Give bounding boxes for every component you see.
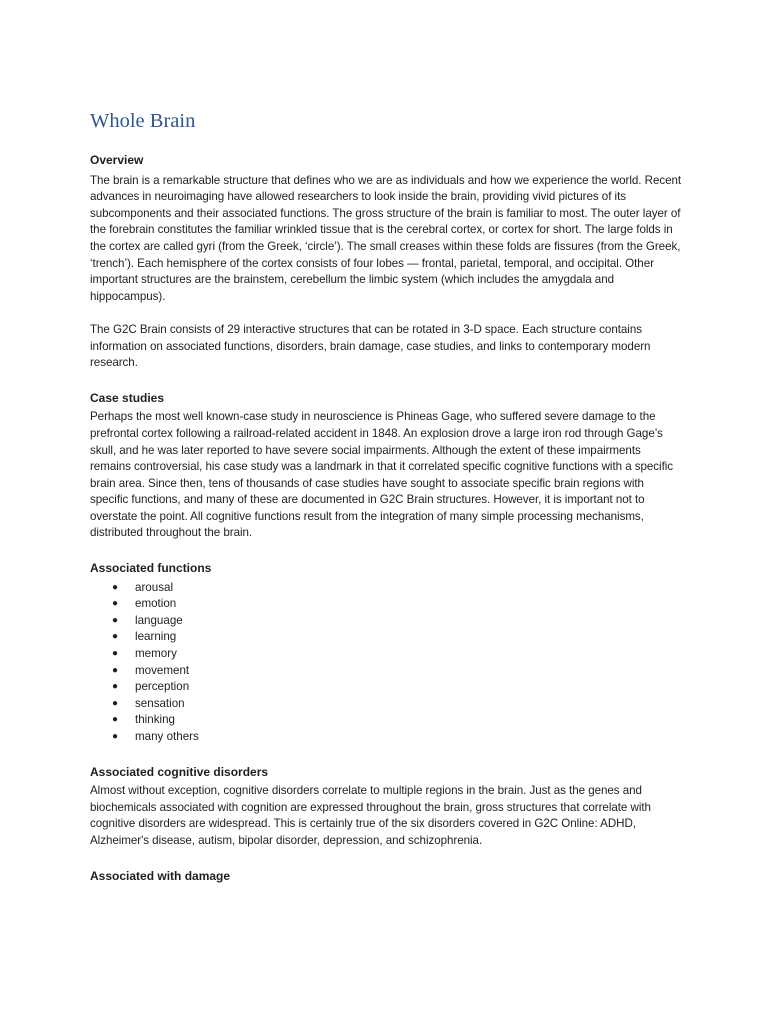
list-item bbox=[90, 580, 682, 597]
bullet-icon: ● bbox=[112, 714, 119, 726]
bullet-icon: ● bbox=[112, 581, 119, 593]
list-item-label: many others bbox=[135, 730, 199, 743]
bullet-icon: ● bbox=[112, 731, 119, 742]
list-item bbox=[90, 712, 682, 729]
list-item bbox=[90, 596, 682, 613]
list-item bbox=[90, 613, 682, 630]
bullet-icon: ● bbox=[112, 648, 119, 660]
list-item bbox=[90, 646, 682, 663]
list-item-label: emotion bbox=[135, 597, 177, 611]
document-title: Whole Brain bbox=[90, 110, 196, 132]
bullet-icon: ● bbox=[112, 664, 119, 676]
bullet-icon: ● bbox=[112, 681, 119, 693]
overview-heading: Overview bbox=[90, 153, 144, 167]
case-studies-heading: Case studies bbox=[90, 390, 165, 405]
bullet-icon: ● bbox=[112, 598, 119, 610]
list-item-label: memory bbox=[135, 647, 177, 661]
list-item-label: thinking bbox=[135, 713, 175, 727]
list-item-label: language bbox=[135, 613, 183, 627]
list-item-label: arousal bbox=[135, 580, 174, 594]
bullet-icon: ● bbox=[112, 631, 119, 643]
list-item-label: movement bbox=[135, 663, 190, 677]
associated-functions-list bbox=[90, 580, 682, 746]
list-item-label: sensation bbox=[135, 696, 185, 710]
associated-functions-heading: Associated functions bbox=[90, 561, 212, 576]
list-item-label: learning bbox=[135, 630, 177, 644]
list-item-label: perception bbox=[135, 680, 190, 694]
bullet-icon: ● bbox=[112, 614, 119, 626]
list-item bbox=[90, 663, 682, 680]
damage-heading: Associated with damage bbox=[90, 868, 231, 883]
overview-paragraph-2: The G2C Brain consists of 29 interactive structures that can be rotated in 3-D space. Each structure contains information on associated functions, disorders, brain damage, case studies, and links to contemporary modern research. bbox=[90, 322, 651, 370]
cognitive-disorders-paragraph: Almost without exception, cognitive disorders correlate to multiple regions in the brain. Just as the genes and biochemicals associated with cognition are expressed throughout the brain, gross structures that correlate with cognitive disorders are widespread. This is certainly true of the six disorders covered in G2C Online: ADHD, Alzheimer's disease, autism, bipolar disorder, depression, and schizophrenia. bbox=[90, 784, 651, 847]
document-page bbox=[90, 107, 682, 884]
case-studies-paragraph: Perhaps the most well known-case study in neuroscience is Phineas Gage, who suffered severe damage to the prefrontal cortex following a railroad-related accident in 1848. An explosion drove a large iron rod through Gage’s skull, and he was later reported to have severe social impairments. Although the extent of these impairments remains controversial, his case study was a landmark in that it correlated specific cognitive functions with a specific brain area. Since then, tens of thousands of case studies have sought to associate specific brain regions with specific functions, and many of these are documented in G2C Brain structures. However, it is important not to overstate the point. All cognitive functions result from the integration of many simple processing mechanisms, distributed throughout the brain. bbox=[90, 410, 674, 540]
list-item bbox=[90, 696, 682, 713]
list-item bbox=[90, 729, 682, 746]
list-item bbox=[90, 679, 682, 696]
bullet-icon: ● bbox=[112, 697, 119, 709]
cognitive-disorders-heading: Associated cognitive disorders bbox=[90, 764, 269, 779]
overview-paragraph-1: The brain is a remarkable structure that defines who we are as individuals and how we experience the world. Recent advances in neuroimaging have allowed researchers to look inside the brain, providing vivid pictures of its subcomponents and their associated functions. The gross structure of the brain is familiar to most. The outer layer of the forebrain constitutes the familiar wrinkled tissue that is the cerebral cortex, or cortex for short. The large folds in the cortex are called gyri (from the Greek, ‘circle’). The small creases within these folds are fissures (from the Greek, ‘trench’). Each hemisphere of the cortex consists of four lobes — frontal, parietal, temporal, and occipital. Other important structures are the brainstem, cerebellum the limbic system (which includes the amygdala and hippocampus). bbox=[90, 173, 682, 303]
list-item bbox=[90, 629, 682, 646]
